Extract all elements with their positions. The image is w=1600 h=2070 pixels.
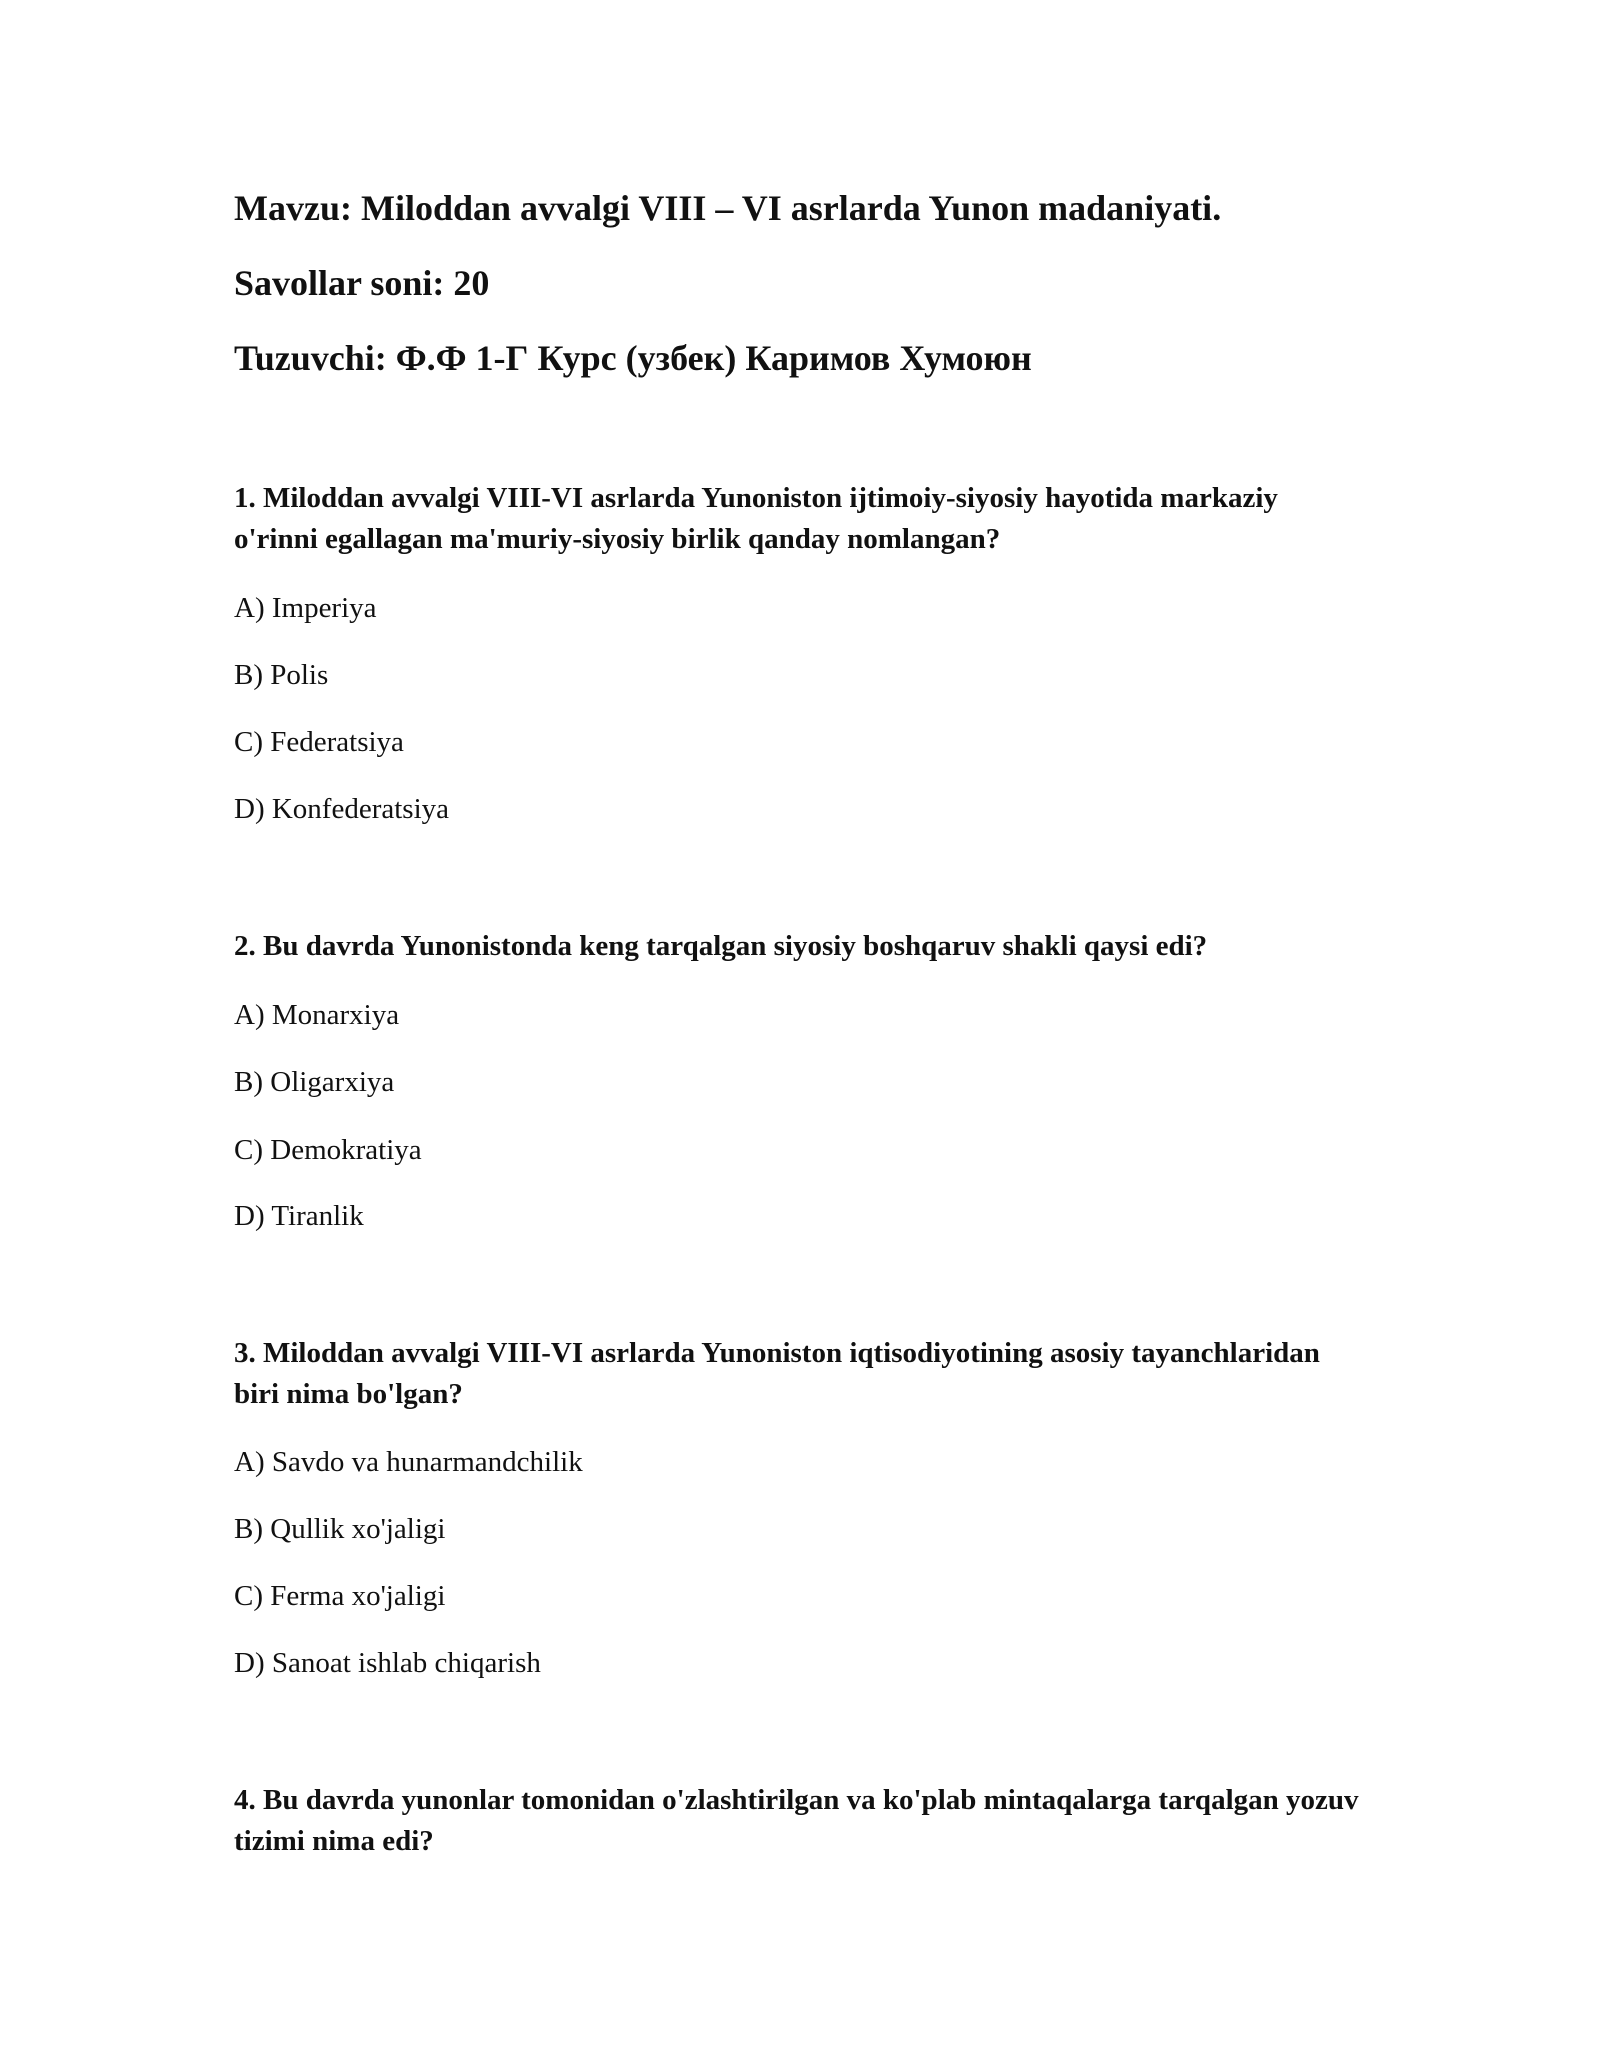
question-2-option-a: A) Monarxiya [234,999,400,1031]
question-3-option-a: A) Savdo va hunarmandchilik [234,1446,583,1478]
topic-heading: Mavzu: Miloddan avvalgi VIII – VI asrlarda Yunon madaniyati. [234,188,1222,228]
question-3-option-c: C) Ferma xo'jaligi [234,1580,446,1612]
question-2-option-b: B) Oligarxiya [234,1066,395,1098]
question-1-option-b: B) Polis [234,659,329,691]
question-1-text: 1. Miloddan avvalgi VIII-VI asrlarda Yunoniston ijtimoiy-siyosiy hayotida markaziy o'rinni egallagan ma'muriy-siyosiy birlik qanday nomlangan? [234,482,1278,555]
question-3-option-d: D) Sanoat ishlab chiqarish [234,1647,541,1679]
question-2-option-d: D) Tiranlik [234,1200,364,1232]
question-1-option-d: D) Konfederatsiya [234,793,449,825]
author-heading: Tuzuvchi: Ф.Ф 1-Г Курс (узбек) Каримов Хумоюн [234,338,1032,378]
question-3-option-b: B) Qullik xo'jaligi [234,1513,446,1545]
question-count-heading: Savollar soni: 20 [234,263,490,303]
question-2-option-c: C) Demokratiya [234,1134,422,1166]
question-3-text: 3. Miloddan avvalgi VIII-VI asrlarda Yunoniston iqtisodiyotining asosiy tayanchlaridan biri nima bo'lgan? [234,1337,1320,1410]
question-1-option-c: C) Federatsiya [234,726,404,758]
question-1-option-a: A) Imperiya [234,592,377,624]
question-4-text: 4. Bu davrda yunonlar tomonidan o'zlashtirilgan va ko'plab mintaqalarga tarqalgan yozuv tizimi nima edi? [234,1784,1359,1857]
question-2-text: 2. Bu davrda Yunonistonda keng tarqalgan siyosiy boshqaruv shakli qaysi edi? [234,930,1208,962]
